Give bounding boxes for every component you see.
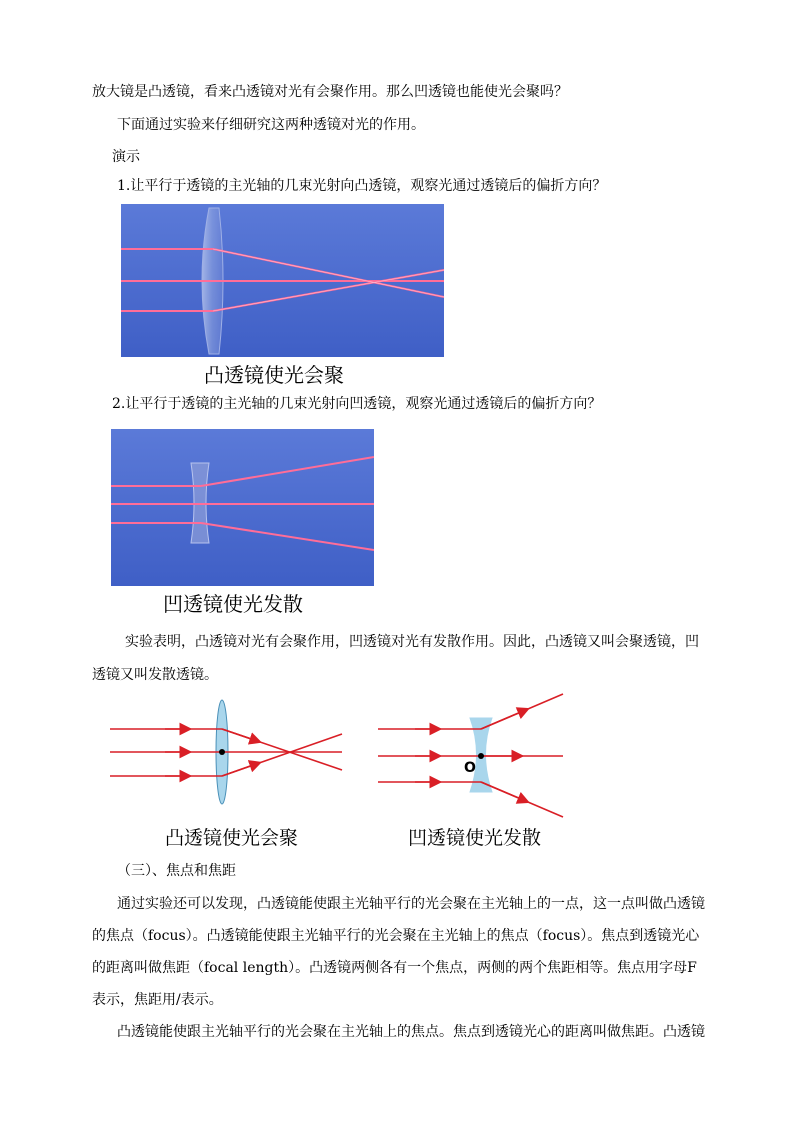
section-heading: （三）、焦点和焦距 xyxy=(117,863,236,879)
convex-photo-caption: 凸透镜使光会聚 xyxy=(204,363,344,387)
intro-paragraph: 放大镜是凸透镜，看来凸透镜对光有会聚作用。那么凹透镜也能使光会聚吗？ xyxy=(92,84,568,100)
experiment-intro: 下面通过实验来仔细研究这两种透镜对光的作用。 xyxy=(117,117,425,133)
concave-ray-diagram xyxy=(375,690,575,820)
focus-line-1: 通过实验还可以发现，凸透镜能使跟主光轴平行的光会聚在主光轴上的一点，这一点叫做凸透镜 xyxy=(117,896,705,912)
concave-diagram-caption: 凹透镜使光发散 xyxy=(408,827,542,849)
question-convex: 1.让平行于透镜的主光轴的几束光射向凸透镜，观察光通过透镜后的偏折方向？ xyxy=(117,178,607,194)
focus-line-3: 的距离叫做焦距（focal length）。凸透镜两侧各有一个焦点，两侧的两个焦距相等。焦点用字母F xyxy=(92,960,697,976)
concave-photo-caption: 凹透镜使光发散 xyxy=(163,592,303,616)
question-concave: 2.让平行于透镜的主光轴的几束光射向凹透镜，观察光通过透镜后的偏折方向？ xyxy=(112,396,602,412)
convex-ray-diagram xyxy=(105,696,350,808)
convex-lens-photo xyxy=(121,204,444,357)
result-line-1: 实验表明，凸透镜对光有会聚作用，凹透镜对光有发散作用。因此，凸透镜又叫会聚透镜，凹 xyxy=(125,634,699,650)
demo-label: 演示 xyxy=(112,149,140,165)
convex-diagram-caption: 凸透镜使光会聚 xyxy=(165,827,299,849)
result-line-2: 透镜又叫发散透镜。 xyxy=(92,667,218,683)
focus-line-2: 的焦点（focus）。凸透镜能使跟主光轴平行的光会聚在主光轴上的焦点（focus）。焦点到透镜光心 xyxy=(92,928,700,944)
optical-center-label: O xyxy=(464,760,476,776)
final-paragraph: 凸透镜能使跟主光轴平行的光会聚在主光轴上的焦点。焦点到透镜光心的距离叫做焦距。凸透镜 xyxy=(117,1024,705,1040)
focus-line-4: 表示，焦距用/表示。 xyxy=(92,992,223,1008)
concave-lens-photo xyxy=(111,429,374,586)
